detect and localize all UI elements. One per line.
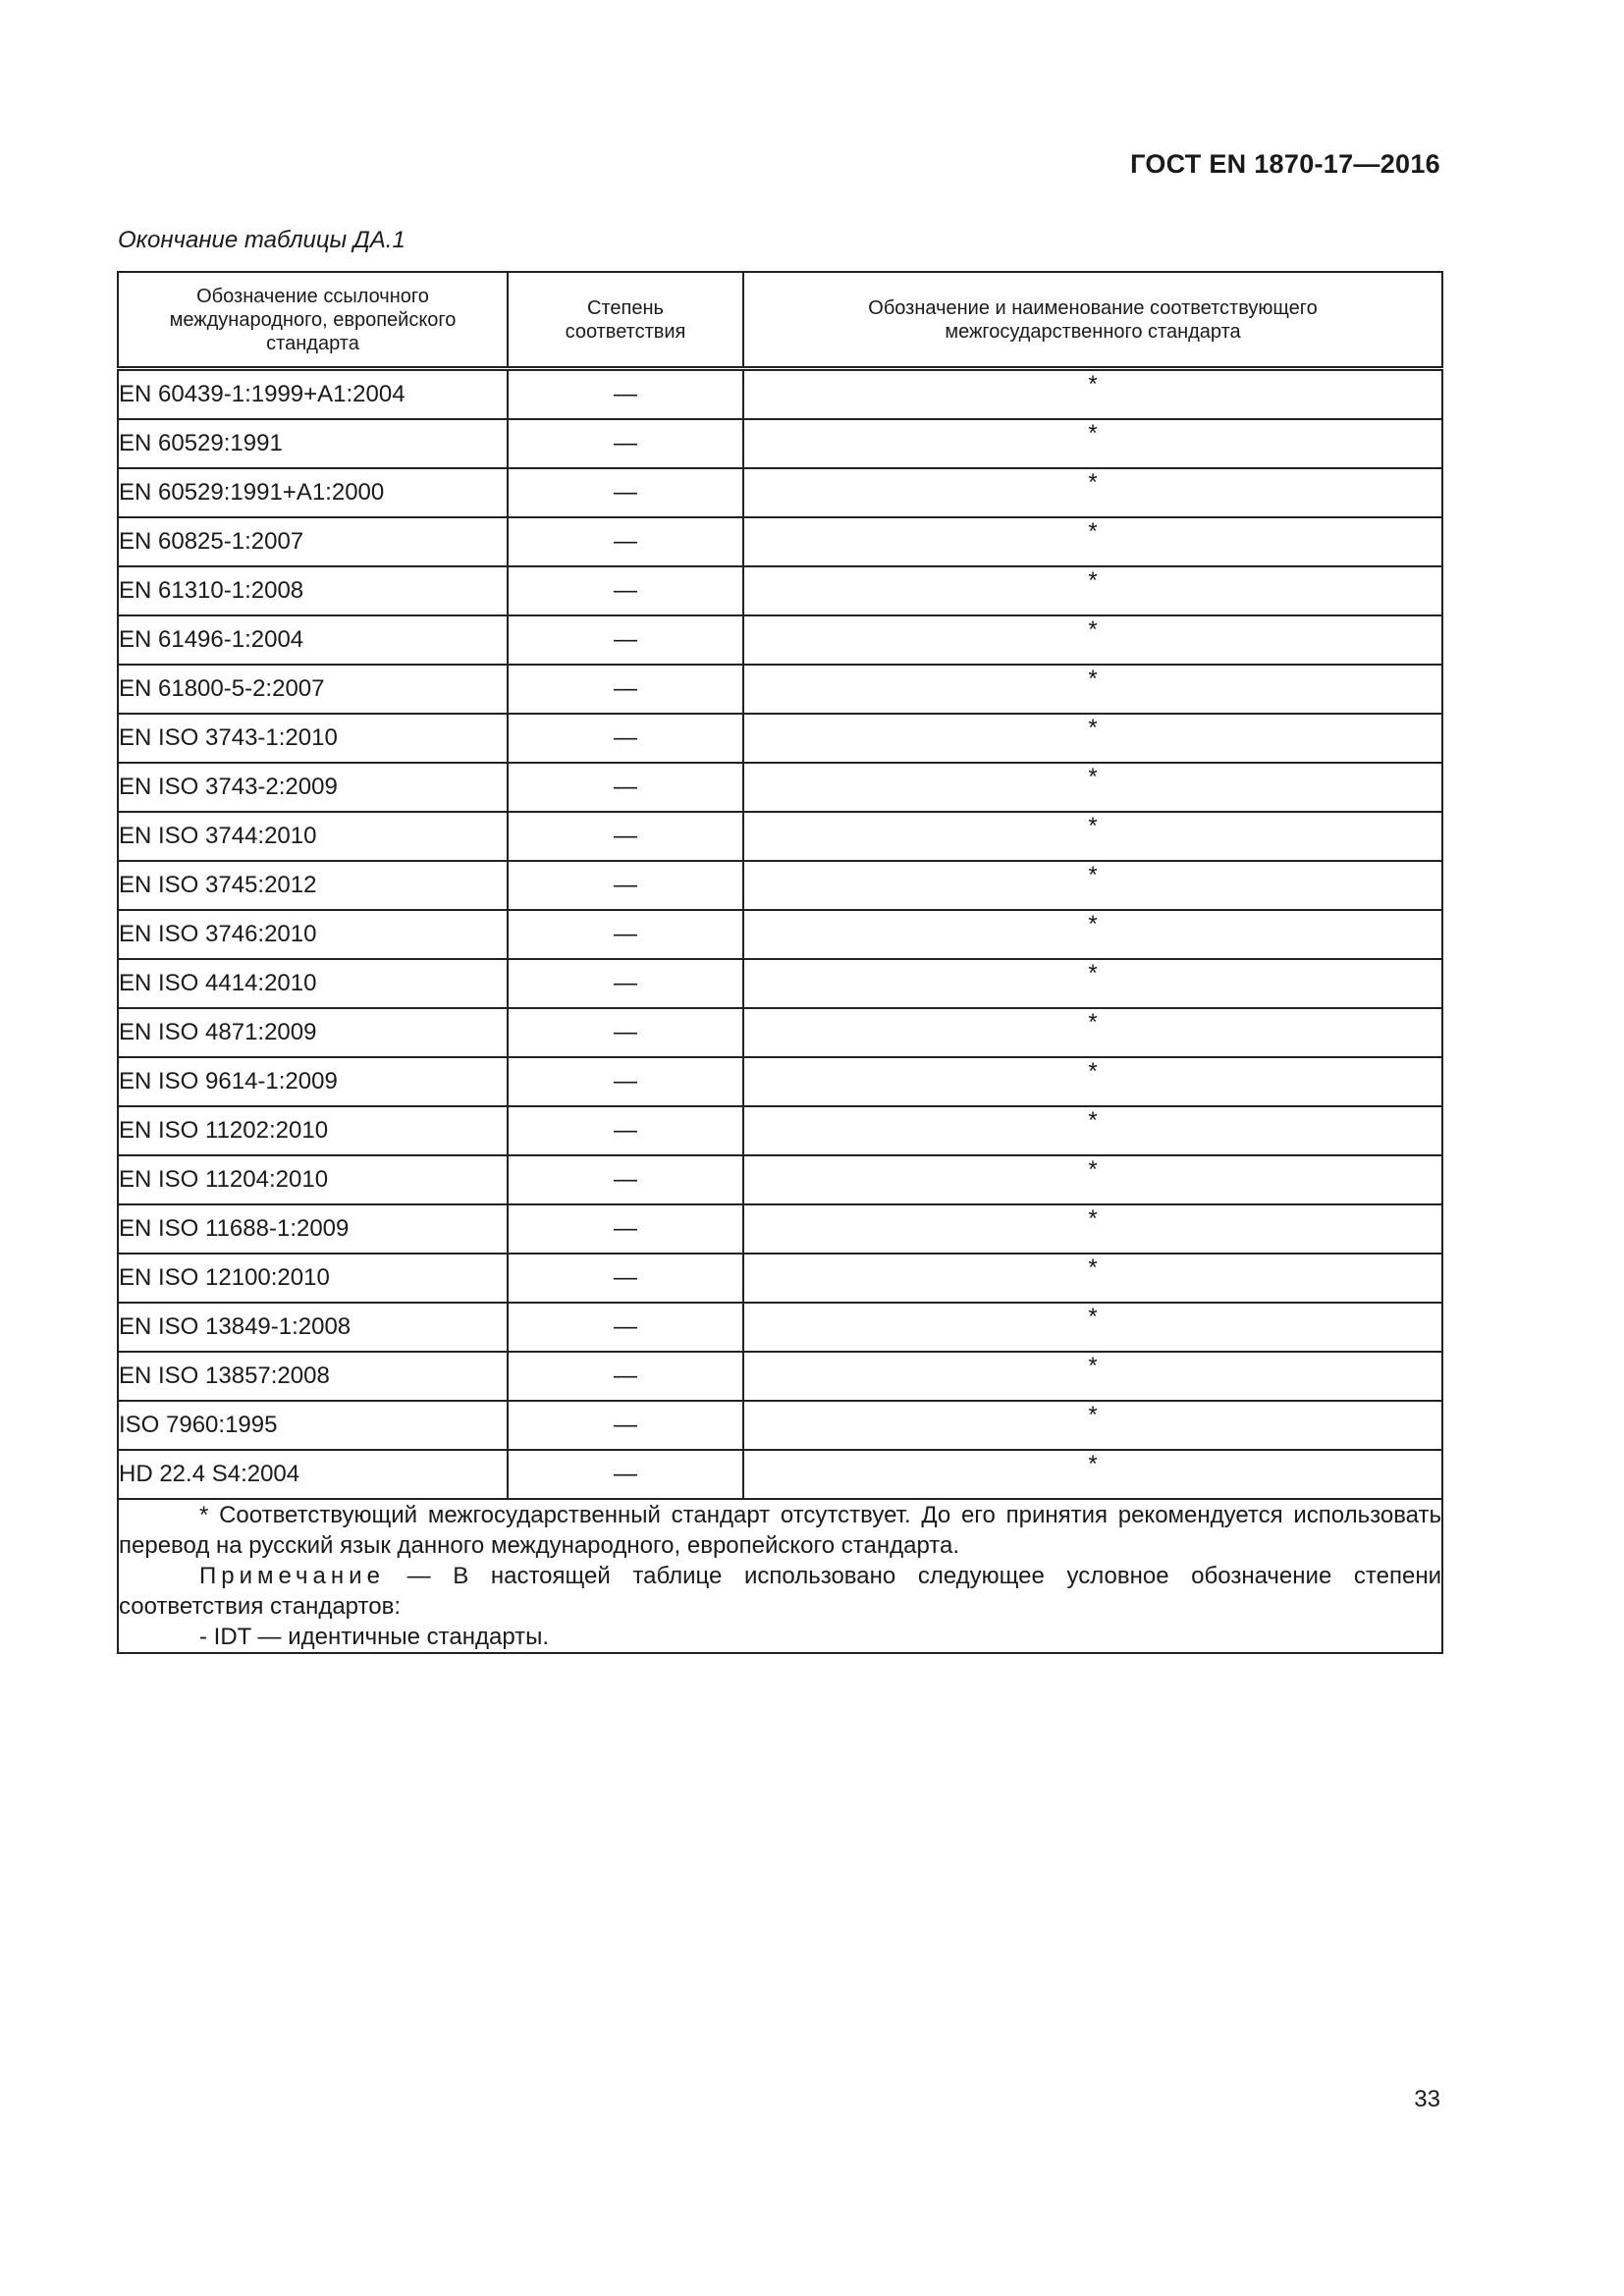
cell-reference-standard: EN ISO 13849-1:2008 [118,1303,508,1352]
cell-degree: — [508,517,743,566]
note-text: — В настоящей таблице использовано следующее условное обозначение степени соответствия стандартов: [119,1563,1441,1620]
table-row [118,1450,1442,1499]
cell-degree: — [508,763,743,812]
cell-interstate-standard: * [743,1057,1442,1106]
cell-reference-standard: EN ISO 11202:2010 [118,1106,508,1155]
cell-reference-standard: EN ISO 3746:2010 [118,910,508,959]
cell-reference-standard: EN ISO 12100:2010 [118,1254,508,1303]
cell-degree: — [508,1204,743,1254]
cell-degree: — [508,1057,743,1106]
table-note-cell [118,1499,1442,1653]
table-row [118,517,1442,566]
cell-interstate-standard: * [743,369,1442,420]
note-paragraph [119,1561,1441,1622]
header-degree: Степень соответствия [508,272,743,369]
cell-interstate-standard: * [743,566,1442,615]
cell-degree: — [508,714,743,763]
cell-reference-standard: HD 22.4 S4:2004 [118,1450,508,1499]
cell-interstate-standard: * [743,1008,1442,1057]
table-row [118,468,1442,517]
table-row [118,714,1442,763]
table-row [118,910,1442,959]
table-row [118,1155,1442,1204]
cell-reference-standard: EN 60529:1991+A1:2000 [118,468,508,517]
cell-interstate-standard: * [743,1204,1442,1254]
cell-reference-standard: EN ISO 3743-1:2010 [118,714,508,763]
table-note-row [118,1499,1442,1653]
cell-reference-standard: EN 61800-5-2:2007 [118,665,508,714]
cell-degree: — [508,861,743,910]
cell-degree: — [508,566,743,615]
cell-interstate-standard: * [743,763,1442,812]
cell-interstate-standard: * [743,910,1442,959]
cell-reference-standard: EN ISO 13857:2008 [118,1352,508,1401]
cell-reference-standard: ISO 7960:1995 [118,1401,508,1450]
cell-interstate-standard: * [743,1401,1442,1450]
cell-reference-standard: EN 61496-1:2004 [118,615,508,665]
cell-degree: — [508,1106,743,1155]
cell-degree: — [508,959,743,1008]
correspondence-table [117,271,1443,1654]
document-code: ГОСТ EN 1870-17—2016 [1130,149,1440,179]
header-reference-standard: Обозначение ссылочного международного, европейского стандарта [118,272,508,369]
cell-interstate-standard: * [743,959,1442,1008]
table-row [118,959,1442,1008]
cell-degree: — [508,812,743,861]
table-caption: Окончание таблицы ДА.1 [118,227,406,253]
cell-interstate-standard: * [743,1352,1442,1401]
table-row [118,665,1442,714]
table-row [118,1303,1442,1352]
cell-degree: — [508,1401,743,1450]
cell-interstate-standard: * [743,812,1442,861]
table-row [118,419,1442,468]
cell-interstate-standard: * [743,1106,1442,1155]
cell-interstate-standard: * [743,1155,1442,1204]
cell-interstate-standard: * [743,714,1442,763]
page-number: 33 [1414,2086,1440,2112]
table-row [118,1106,1442,1155]
cell-degree: — [508,1254,743,1303]
table-header-row [118,272,1442,369]
cell-degree: — [508,910,743,959]
cell-interstate-standard: * [743,468,1442,517]
cell-reference-standard: EN ISO 3744:2010 [118,812,508,861]
cell-degree: — [508,615,743,665]
table-row [118,1254,1442,1303]
cell-interstate-standard: * [743,419,1442,468]
table-row [118,615,1442,665]
cell-degree: — [508,419,743,468]
cell-interstate-standard: * [743,615,1442,665]
cell-reference-standard: EN 60825-1:2007 [118,517,508,566]
table-row [118,369,1442,420]
cell-reference-standard: EN 60529:1991 [118,419,508,468]
cell-degree: — [508,369,743,420]
cell-reference-standard: EN 60439-1:1999+A1:2004 [118,369,508,420]
cell-reference-standard: EN ISO 4414:2010 [118,959,508,1008]
cell-interstate-standard: * [743,1303,1442,1352]
cell-degree: — [508,1303,743,1352]
cell-reference-standard: EN 61310-1:2008 [118,566,508,615]
footnote-text: * Соответствующий межгосударственный стандарт отсутствует. До его принятия рекомендуется использовать перевод на русский язык данного международного, европейского стандарта. [119,1502,1441,1559]
cell-interstate-standard: * [743,1254,1442,1303]
cell-reference-standard: EN ISO 11204:2010 [118,1155,508,1204]
cell-reference-standard: EN ISO 3743-2:2009 [118,763,508,812]
cell-interstate-standard: * [743,517,1442,566]
cell-degree: — [508,1352,743,1401]
cell-degree: — [508,1008,743,1057]
cell-degree: — [508,1155,743,1204]
header-interstate-standard: Обозначение и наименование соответствующего межгосударственного стандарта [743,272,1442,369]
table-row [118,1008,1442,1057]
table-row [118,1057,1442,1106]
cell-interstate-standard: * [743,665,1442,714]
table-row [118,812,1442,861]
table-row [118,1204,1442,1254]
table-row [118,1401,1442,1450]
note-item: - IDT — идентичные стандарты. [199,1624,550,1650]
table-row [118,566,1442,615]
table-row [118,1352,1442,1401]
table-row [118,861,1442,910]
cell-interstate-standard: * [743,861,1442,910]
cell-reference-standard: EN ISO 11688-1:2009 [118,1204,508,1254]
cell-degree: — [508,1450,743,1499]
cell-reference-standard: EN ISO 3745:2012 [118,861,508,910]
cell-degree: — [508,665,743,714]
cell-reference-standard: EN ISO 4871:2009 [118,1008,508,1057]
cell-reference-standard: EN ISO 9614-1:2009 [118,1057,508,1106]
cell-degree: — [508,468,743,517]
note-label: Примечание [199,1563,385,1589]
table-row [118,763,1442,812]
cell-interstate-standard: * [743,1450,1442,1499]
